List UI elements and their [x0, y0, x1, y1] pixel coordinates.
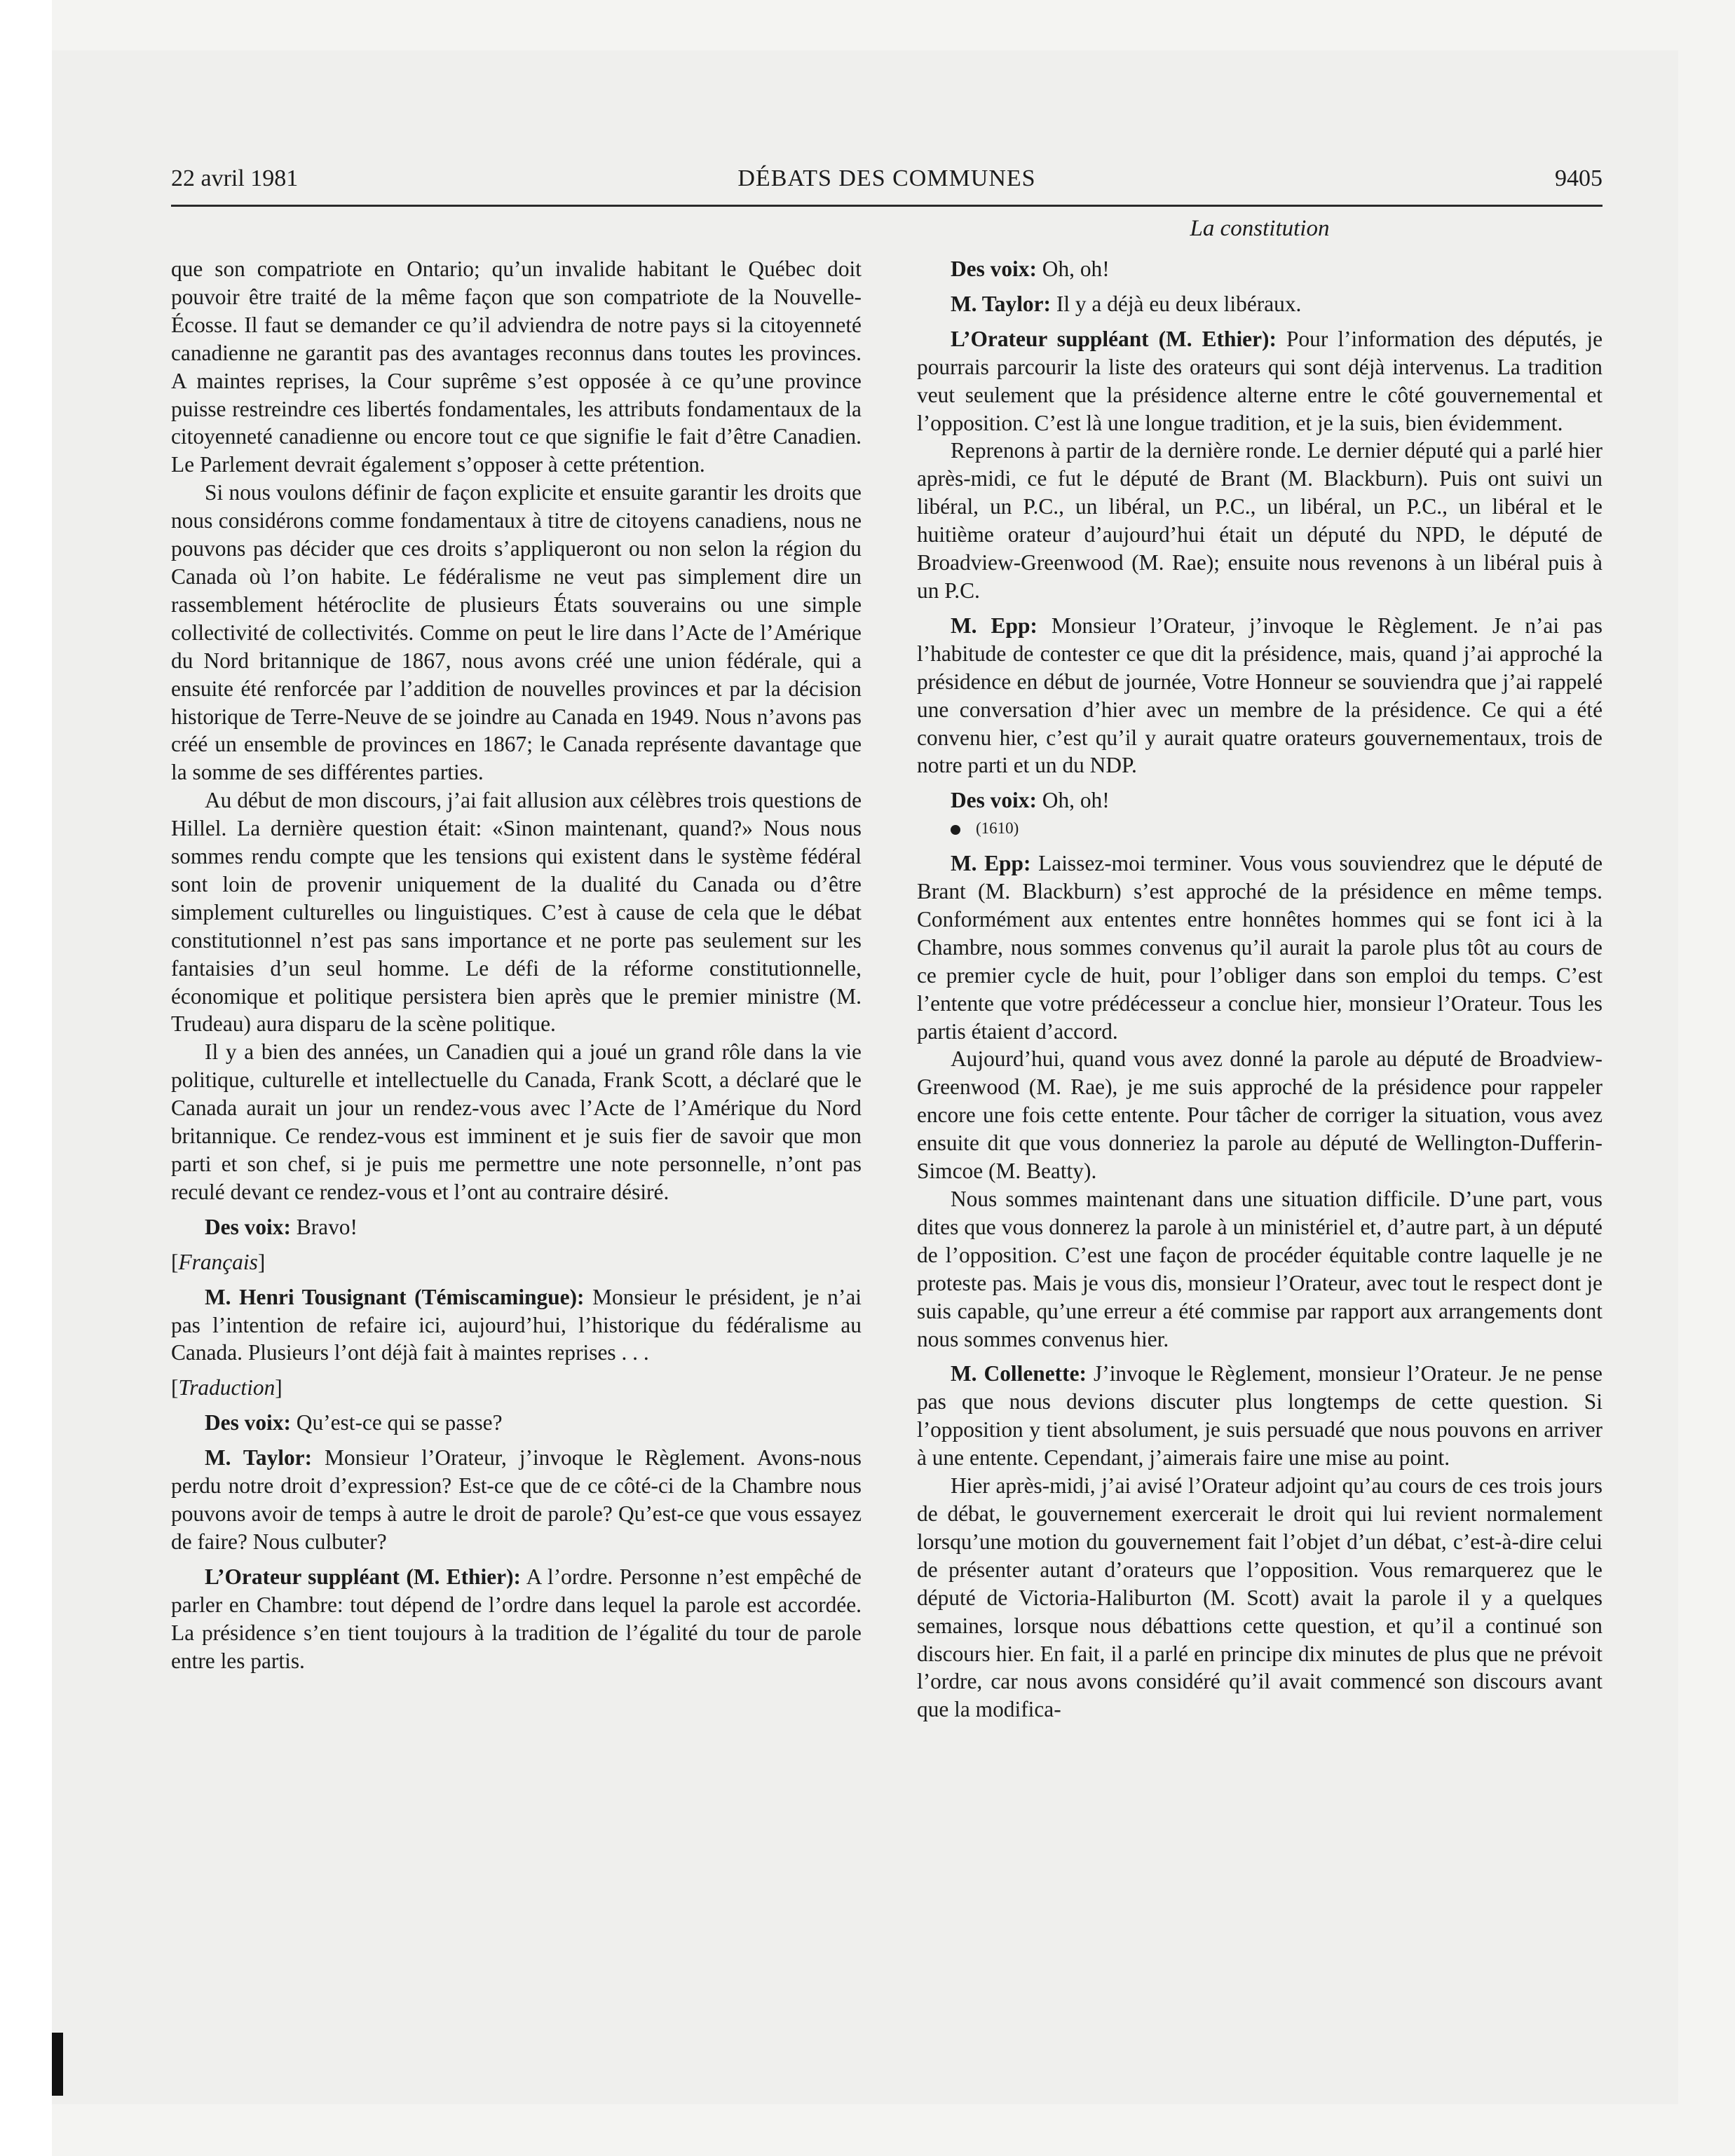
- header-date: 22 avril 1981: [171, 165, 299, 191]
- speech-text: Laissez-moi terminer. Vous vous souviendrez que le député de Brant (M. Blackburn) s’est approché de la présidence en même temps. Conformément aux ententes entre honnêtes hommes qui se font ici à la Chambre, nous sommes convenus qu’il aurait la parole plus tôt au cours de ce premier cycle de huit, pour l’obliger dans son emploi du temps. C’est l’entente que votre prédécesseur a conclue hier, monsieur l’Orateur. Tous les partis étaient d’accord.: [917, 851, 1603, 1044]
- speaker-name: M. Collenette:: [951, 1361, 1087, 1386]
- speech: [171, 1409, 862, 1437]
- language-tag: [Français]: [171, 1249, 266, 1274]
- speech-text: Il y a déjà eu deux libéraux.: [1051, 291, 1302, 316]
- speaker-name: Des voix:: [951, 788, 1037, 813]
- speech: [917, 255, 1603, 283]
- paragraph: Hier après-midi, j’ai avisé l’Orateur adjoint qu’au cours de ces trois jours de débat, le gouvernement exercerait le droit qui lui revient normalement lorsqu’une motion du gouvernement fait l’objet d’un débat, c’est-à-dire celui de présenter autant d’orateurs que l’opposition. Vous remarquerez que le député de Victoria-Haliburton (M. Scott) avait la parole il y a quelques semaines, lorsque nous débattions cette question, et qu’il a continué son discours hier. En fait, il a parlé en principe dix minutes de plus que ne prévoit l’ordre, car nous avons considéré qu’il avait commencé son discours avant que la modifica-: [917, 1473, 1603, 1722]
- speech: [917, 850, 1603, 1045]
- speech: [171, 1444, 862, 1556]
- left-column: [171, 255, 862, 1674]
- right-column: [917, 255, 1603, 1724]
- speaker-name: L’Orateur suppléant (M. Ethier):: [951, 326, 1277, 351]
- header-journal-title: DÉBATS DES COMMUNES: [737, 165, 1036, 191]
- paragraph: Il y a bien des années, un Canadien qui a joué un grand rôle dans la vie politique, culturelle et intellectuelle du Canada, Frank Scott, a déclaré que le Canada aurait un jour un rendez-vous avec l’Acte de l’Amérique du Nord britannique. Ce rendez-vous est imminent et je suis fier de savoir que mon parti et son chef, si je puis me permettre une note personnelle, n’ont pas reculé devant ce rendez-vous et l’ont au contraire désiré.: [171, 1039, 862, 1204]
- speaker-name: M. Epp:: [951, 613, 1037, 638]
- speech-text: Monsieur le président, je n’ai pas l’intention de refaire ici, aujourd’hui, l’historique du fédéralisme au Canada. Plusieurs l’ont déjà fait à maintes reprises . . .: [171, 1284, 862, 1365]
- speech: [917, 290, 1603, 318]
- speech-text: Qu’est-ce qui se passe?: [290, 1410, 503, 1435]
- speech-text: Oh, oh!: [1036, 257, 1110, 281]
- time-marker: (1610): [917, 814, 1603, 842]
- speaker-name: M. Taylor:: [951, 291, 1052, 316]
- speaker-name: Des voix:: [205, 1410, 291, 1435]
- speech-text: Monsieur l’Orateur, j’invoque le Règlement. Je n’ai pas l’habitude de contester ce que dit la présidence, mais, quand j’ai approché la présidence en début de journée, Votre Honneur se souviendra que j’ai rappelé une conversation d’hier avec un membre de la présidence. Ce qui a été convenu hier, c’est qu’il y aurait quatre orateurs gouvernementaux, trois de notre parti et un du NDP.: [917, 613, 1603, 778]
- section-title: La constitution: [1190, 216, 1330, 241]
- paragraph: Reprenons à partir de la dernière ronde. Le dernier député qui a parlé hier après-midi, ce fut le député de Brant (M. Blackburn). Puis ont suivi un libéral, un P.C., un libéral, un P.C., un libéral, un P.C., un libéral et le huitième orateur d’aujourd’hui était un député du NPD, le député de Broadview-Greenwood (M. Rae); ensuite nous revenons à un libéral puis à un P.C.: [917, 438, 1603, 603]
- speaker-name: M. Taylor:: [205, 1445, 313, 1471]
- speech: [917, 786, 1603, 814]
- paragraph: que son compatriote en Ontario; qu’un invalide habitant le Québec doit pouvoir être traité de la même façon que son compatriote de la Nouvelle-Écosse. Il faut se demander ce qu’il adviendra de notre pays si la citoyenneté canadienne ne garantit pas des avantages reconnus dans toutes les provinces. A maintes reprises, la Cour suprême s’est opposée à ce qu’une province puisse restreindre ces libertés fondamentales, les attributs fondamentaux de la citoyenneté canadienne ou encore tout ce que signifie le fait d’être Canadien. Le Parlement devrait également s’opposer à cette prétention.: [171, 257, 862, 477]
- scan-margin: [0, 0, 52, 2156]
- speech-text: Pour l’information des députés, je pourrais parcourir la liste des orateurs qui sont déjà intervenus. La tradition veut seulement que la présidence alterne entre le côté gouvernemental et l’opposition. C’est là une longue tradition, et je la suis, bien évidemment.: [917, 326, 1603, 435]
- running-header: [171, 163, 1603, 207]
- speaker-name: M. Epp:: [951, 851, 1031, 876]
- speech: [171, 1213, 862, 1241]
- paragraph: Aujourd’hui, quand vous avez donné la parole au député de Broadview-Greenwood (M. Rae), je me suis approché de la présidence pour rappeler encore une fois cette entente. Pour tâcher de corriger la situation, vous avez ensuite dit que vous donneriez la parole au député de Wellington-Dufferin-Simcoe (M. Beatty).: [917, 1046, 1603, 1184]
- speech: [917, 325, 1603, 437]
- speech-text: Oh, oh!: [1036, 788, 1110, 813]
- speaker-name: M. Henri Tousignant (Témiscamingue):: [205, 1284, 585, 1309]
- speech-text: A l’ordre. Personne n’est empêché de parler en Chambre: tout dépend de l’ordre dans lequel la parole est accordée. La présidence s’en tient toujours à la tradition de l’égalité du tour de parole entre les partis.: [171, 1564, 862, 1673]
- header-page-number: 9405: [1555, 165, 1603, 191]
- speaker-name: L’Orateur suppléant (M. Ethier):: [205, 1564, 522, 1589]
- speech: [917, 1360, 1603, 1472]
- language-tag: [Traduction]: [171, 1375, 283, 1400]
- scan-artifact: [52, 2033, 63, 2096]
- speech: [171, 1283, 862, 1367]
- speech-text: Bravo!: [290, 1214, 358, 1239]
- paragraph: Au début de mon discours, j’ai fait allusion aux célèbres trois questions de Hillel. La dernière question était: «Sinon maintenant, quand?» Nous nous sommes rendu compte que les tensions qui existent dans le système fédéral sont loin de provenir uniquement de la dualité du Canada ou d’être simplement culturelles ou linguistiques. C’est à cause de cela que le débat constitutionnel n’est pas sans importance et ne porte pas seulement sur les fantaisies d’un seul homme. Le défi de la réforme constitutionnelle, économique et politique persistera bien après que le premier ministre (M. Trudeau) aura disparu de la scène politique.: [171, 788, 862, 1037]
- speech: [917, 612, 1603, 779]
- bullet-icon: [951, 825, 960, 835]
- speaker-name: Des voix:: [205, 1214, 291, 1239]
- speaker-name: Des voix:: [951, 257, 1037, 281]
- speech: [171, 1563, 862, 1675]
- paragraph: Si nous voulons définir de façon explicite et ensuite garantir les droits que nous considérons comme fondamentaux à titre de citoyens canadiens, nous ne pouvons pas décider que ces droits s’appliqueront ou non selon la région du Canada où l’on habite. Le fédéralisme ne veut pas simplement dire un rassemblement hétéroclite de plusieurs États souverains ou une simple collectivité de collectivités. Comme on peut le lire dans l’Acte de l’Amérique du Nord britannique de 1867, nous avons créé une union fédérale, qui a ensuite été renforcée par l’addition de nouvelles provinces et par la décision historique de Terre-Neuve de se joindre au Canada en 1949. Nous n’avons pas créé un ensemble de provinces en 1867; le Canada représente davantage que la somme de ses différentes parties.: [171, 480, 862, 785]
- paragraph: Nous sommes maintenant dans une situation difficile. D’une part, vous dites que vous donnerez la parole à un ministériel et, d’autre part, à un député de l’opposition. C’est une façon de procéder équitable contre laquelle je ne proteste pas. Mais je vous dis, monsieur l’Orateur, avec tout le respect dont je suis capable, qu’une erreur a été commise par rapport aux arrangements dont nous sommes convenus hier.: [917, 1187, 1603, 1351]
- speech-text: Monsieur l’Orateur, j’invoque le Règlement. Avons-nous perdu notre droit d’expression? Est-ce que de ce côté-ci de la Chambre nous pouvons avoir de temps à autre le droit de parole? Qu’est-ce que vous essayez de faire? Nous culbuter?: [171, 1445, 862, 1554]
- speech-text: J’invoque le Règlement, monsieur l’Orateur. Je ne pense pas que nous devions discuter plus longtemps de cette question. Si l’opposition y tient absolument, je suis persuadé que nous pouvons en arriver à une entente. Cependant, j’aimerais faire une mise au point.: [917, 1361, 1603, 1471]
